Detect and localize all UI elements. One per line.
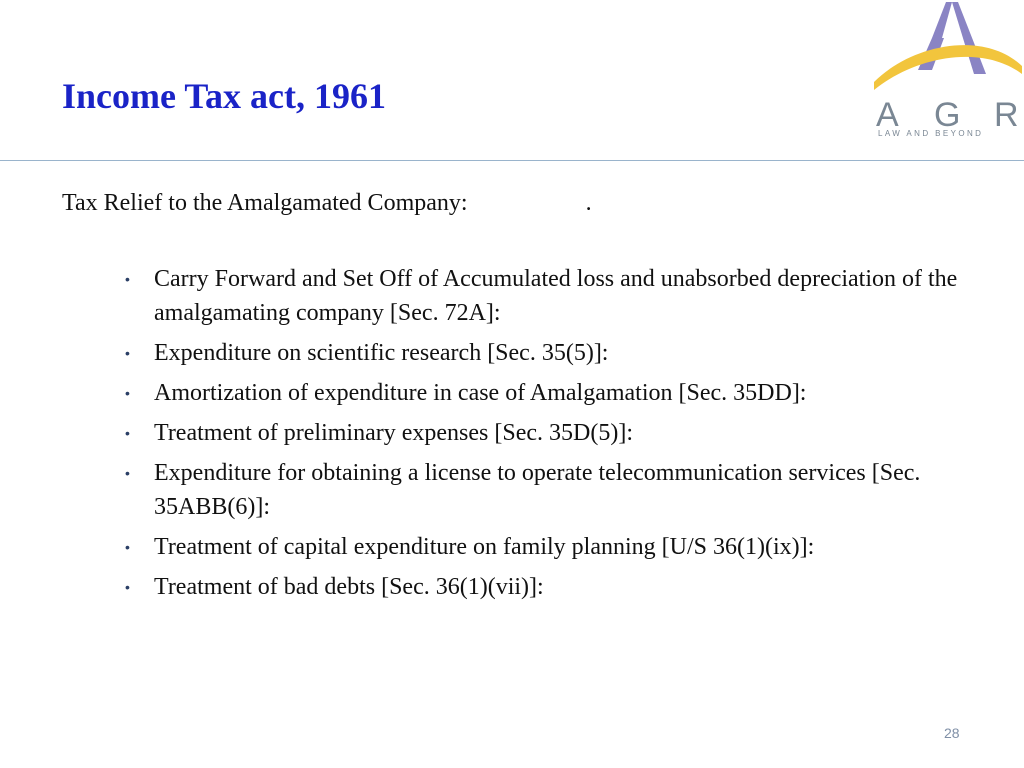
bullet-item xyxy=(0,262,1024,330)
bullet-dot: • xyxy=(125,425,130,441)
bullet-list xyxy=(0,262,1024,610)
bullet-text: Treatment of preliminary expenses [Sec. 35D(5)]: xyxy=(154,420,633,446)
bullet-dot: • xyxy=(125,539,130,555)
bullet-dot: • xyxy=(125,385,130,401)
bullet-text: Amortization of expenditure in case of Amalgamation [Sec. 35DD]: xyxy=(154,380,807,406)
agr-logo-graphic xyxy=(872,0,1024,140)
bullet-item xyxy=(0,456,1024,524)
slide-title: Income Tax act, 1961 xyxy=(62,76,386,116)
intro-label: Tax Relief to the Amalgamated Company: xyxy=(62,190,468,216)
logo-letter-g: G xyxy=(934,96,961,134)
bullet-dot: • xyxy=(125,271,130,287)
agr-logo xyxy=(872,0,1024,140)
intro-line xyxy=(62,186,592,220)
bullet-item xyxy=(0,570,1024,604)
page-number: 28 xyxy=(944,725,960,741)
bullet-item xyxy=(0,336,1024,370)
bullet-item xyxy=(0,530,1024,564)
bullet-item xyxy=(0,416,1024,450)
logo-tagline: LAW AND BEYOND xyxy=(878,129,984,138)
logo-arc xyxy=(874,45,1022,90)
bullet-dot: • xyxy=(125,345,130,361)
bullet-text: Carry Forward and Set Off of Accumulated loss and unabsorbed depreciation of the amalgamating company [Sec. 72A]: xyxy=(154,266,958,326)
bullet-dot: • xyxy=(125,465,130,481)
bullet-text: Expenditure on scientific research [Sec. 35(5)]: xyxy=(154,340,609,366)
bullet-text: Expenditure for obtaining a license to operate telecommunication services [Sec. 35ABB(6)]: xyxy=(154,460,921,520)
bullet-text: Treatment of bad debts [Sec. 36(1)(vii)]: xyxy=(154,574,544,600)
intro-trailing-period: . xyxy=(585,190,592,216)
bullet-dot: • xyxy=(125,579,130,595)
title-divider xyxy=(0,160,1024,161)
logo-triangle-right-leg xyxy=(952,2,976,48)
bullet-text: Treatment of capital expenditure on family planning [U/S 36(1)(ix)]: xyxy=(154,534,815,560)
logo-letter-r: R xyxy=(994,96,1019,134)
bullet-item xyxy=(0,376,1024,410)
logo-letter-a: A xyxy=(876,96,899,134)
logo-triangle-left-leg xyxy=(932,2,952,38)
